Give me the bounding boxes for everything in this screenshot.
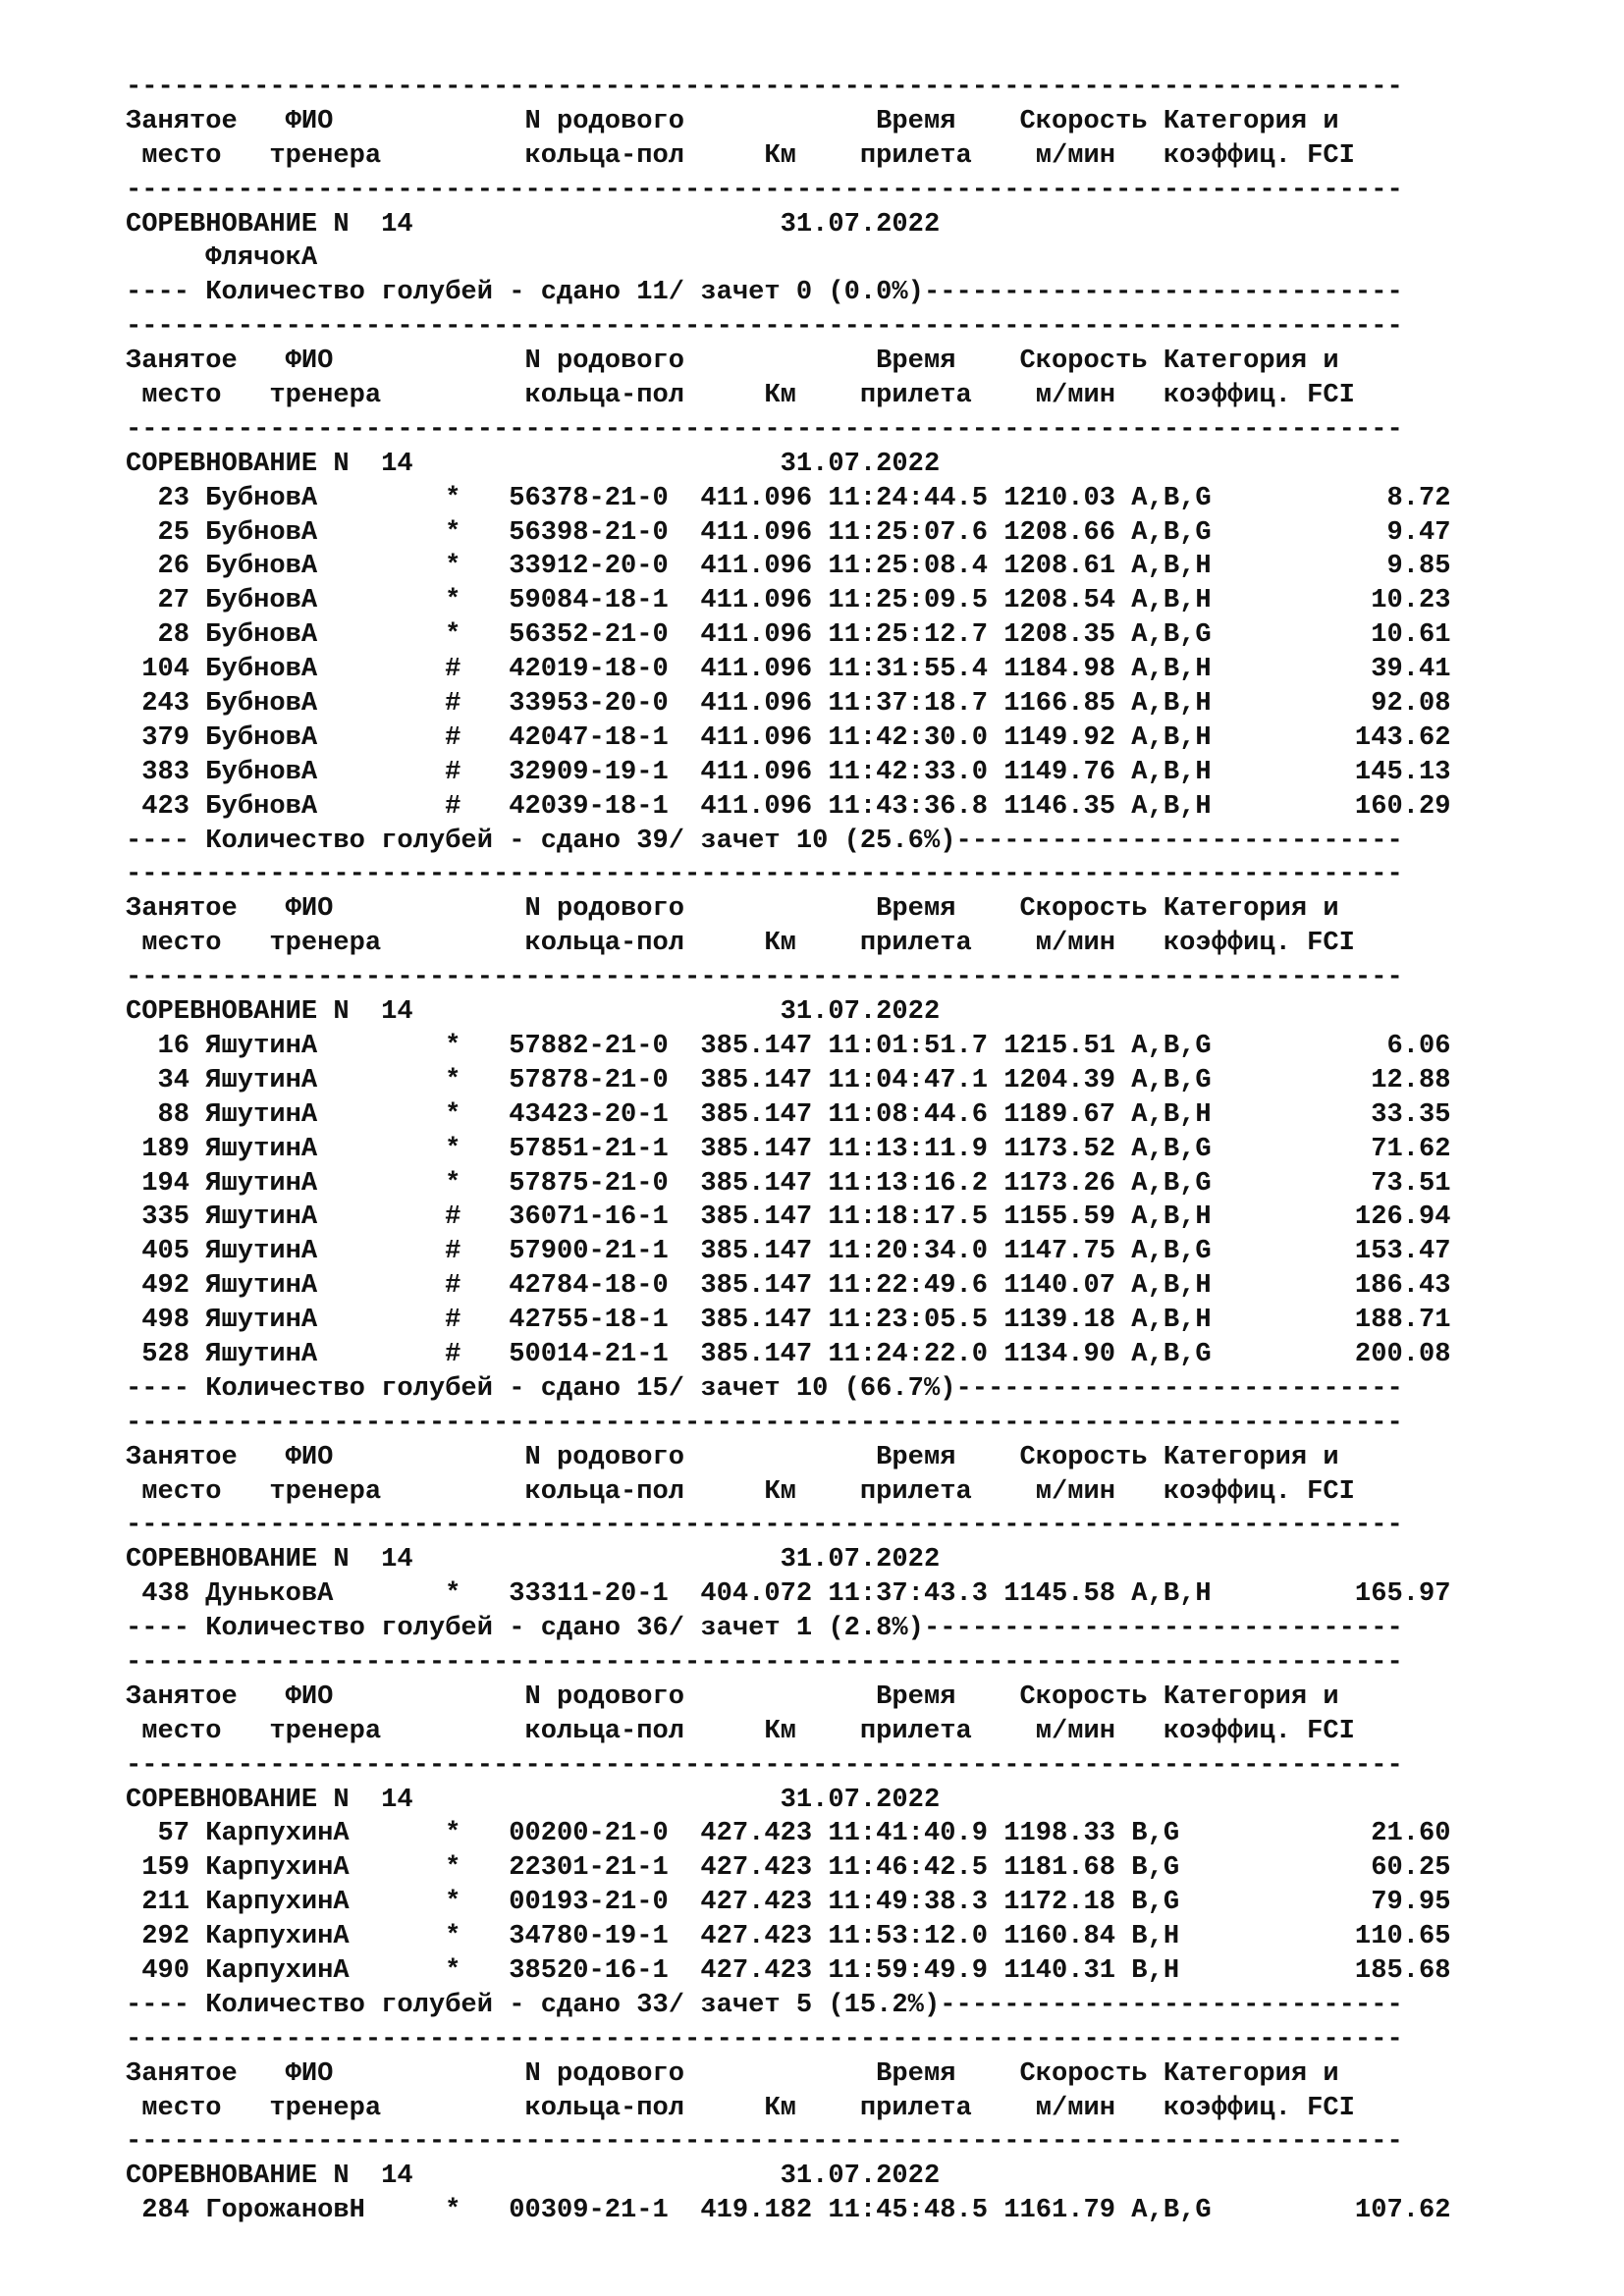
column-header-line-2: место тренера кольца-пол Км прилета м/мин коэффиц. FCI: [126, 1715, 1355, 1746]
rule-line: --------------------------------------------------------------------------------: [126, 962, 1403, 993]
column-header-line-2: место тренера кольца-пол Км прилета м/мин коэффиц. FCI: [126, 380, 1355, 411]
result-row: 490 КарпухинА * 38520-16-1 427.423 11:59:49.9 1140.31 B,H 185.68: [126, 1954, 1451, 1986]
competition-title: СОРЕВНОВАНИЕ N 14 31.07.2022: [126, 1784, 941, 1815]
result-row: 492 ЯшутинА # 42784-18-0 385.147 11:22:49.6 1140.07 A,B,H 186.43: [126, 1270, 1451, 1302]
result-row: 438 ДуньковА * 33311-20-1 404.072 11:37:43.3 1145.58 A,B,H 165.97: [126, 1578, 1451, 1610]
result-row: 194 ЯшутинА * 57875-21-0 385.147 11:13:16.2 1173.26 A,B,G 73.51: [126, 1167, 1451, 1199]
result-row: 383 БубновА # 32909-19-1 411.096 11:42:33.0 1149.76 A,B,H 145.13: [126, 756, 1451, 787]
result-row: 16 ЯшутинА * 57882-21-0 385.147 11:01:51.7 1215.51 A,B,G 6.06: [126, 1030, 1451, 1061]
race-results-report: [126, 71, 1451, 2228]
result-row: 211 КарпухинА * 00193-21-0 427.423 11:49:38.3 1172.18 B,G 79.95: [126, 1887, 1451, 1918]
column-header-line-2: место тренера кольца-пол Км прилета м/мин коэффиц. FCI: [126, 2092, 1355, 2123]
summary-line: ---- Количество голубей - сдано 36/ зачет 1 (2.8%)------------------------------: [126, 1613, 1403, 1644]
result-row: 25 БубновА * 56398-21-0 411.096 11:25:07.6 1208.66 A,B,G 9.47: [126, 516, 1451, 548]
rule-line: --------------------------------------------------------------------------------: [126, 413, 1403, 445]
result-row: 528 ЯшутинА # 50014-21-1 385.147 11:24:22.0 1134.90 A,B,G 200.08: [126, 1338, 1451, 1369]
summary-line: ---- Количество голубей - сдано 11/ зачет 0 (0.0%)------------------------------: [126, 277, 1403, 308]
result-row: 159 КарпухинА * 22301-21-1 427.423 11:46:42.5 1181.68 B,G 60.25: [126, 1852, 1451, 1884]
result-row: 498 ЯшутинА # 42755-18-1 385.147 11:23:05.5 1139.18 A,B,H 188.71: [126, 1305, 1451, 1336]
rule-line: --------------------------------------------------------------------------------: [126, 1510, 1403, 1541]
rule-line: --------------------------------------------------------------------------------: [126, 72, 1403, 102]
summary-line: ---- Количество голубей - сдано 15/ зачет 10 (66.7%)----------------------------: [126, 1372, 1403, 1404]
rule-line: --------------------------------------------------------------------------------: [126, 174, 1403, 205]
result-row: 27 БубновА * 59084-18-1 411.096 11:25:09.5 1208.54 A,B,H 10.23: [126, 585, 1451, 616]
competition-title: СОРЕВНОВАНИЕ N 14 31.07.2022: [126, 1544, 941, 1575]
column-header-line-2: место тренера кольца-пол Км прилета м/мин коэффиц. FCI: [126, 928, 1355, 959]
rule-line: --------------------------------------------------------------------------------: [126, 859, 1403, 890]
rule-line: --------------------------------------------------------------------------------: [126, 1407, 1403, 1438]
rule-line: --------------------------------------------------------------------------------: [126, 311, 1403, 343]
column-header-line-1: Занятое ФИО N родового Время Скорость Категория и: [126, 893, 1339, 925]
column-header-line-1: Занятое ФИО N родового Время Скорость Категория и: [126, 1681, 1339, 1712]
competition-title: СОРЕВНОВАНИЕ N 14 31.07.2022: [126, 208, 941, 240]
result-row: 423 БубновА # 42039-18-1 411.096 11:43:36.8 1146.35 A,B,H 160.29: [126, 790, 1451, 822]
column-header-line-1: Занятое ФИО N родового Время Скорость Категория и: [126, 105, 1339, 136]
result-row: 405 ЯшутинА # 57900-21-1 385.147 11:20:34.0 1147.75 A,B,G 153.47: [126, 1236, 1451, 1267]
result-row: 292 КарпухинА * 34780-19-1 427.423 11:53:12.0 1160.84 B,H 110.65: [126, 1921, 1451, 1952]
summary-line: ---- Количество голубей - сдано 39/ зачет 10 (25.6%)----------------------------: [126, 825, 1403, 856]
result-row: 189 ЯшутинА * 57851-21-1 385.147 11:13:11.9 1173.52 A,B,G 71.62: [126, 1133, 1451, 1164]
result-row: 335 ЯшутинА # 36071-16-1 385.147 11:18:17.5 1155.59 A,B,H 126.94: [126, 1201, 1451, 1233]
column-header-line-1: Занятое ФИО N родового Время Скорость Категория и: [126, 2057, 1339, 2089]
column-header-line-1: Занятое ФИО N родового Время Скорость Категория и: [126, 1441, 1339, 1472]
column-header-line-2: место тренера кольца-пол Км прилета м/мин коэффиц. FCI: [126, 1475, 1355, 1507]
rule-line: --------------------------------------------------------------------------------: [126, 2126, 1403, 2158]
result-row: 284 ГорожановН * 00309-21-1 419.182 11:45:48.5 1161.79 A,B,G 107.62: [126, 2195, 1451, 2226]
column-header-line-1: Занятое ФИО N родового Время Скорость Категория и: [126, 346, 1339, 377]
result-row: 88 ЯшутинА * 43423-20-1 385.147 11:08:44.6 1189.67 A,B,H 33.35: [126, 1098, 1451, 1130]
competition-title: СОРЕВНОВАНИЕ N 14 31.07.2022: [126, 996, 941, 1028]
column-header-line-2: место тренера кольца-пол Км прилета м/мин коэффиц. FCI: [126, 139, 1355, 171]
result-row: 28 БубновА * 56352-21-0 411.096 11:25:12.7 1208.35 A,B,G 10.61: [126, 619, 1451, 651]
result-row: 23 БубновА * 56378-21-0 411.096 11:24:44.5 1210.03 A,B,G 8.72: [126, 482, 1451, 513]
result-row: 57 КарпухинА * 00200-21-0 427.423 11:41:40.9 1198.33 B,G 21.60: [126, 1818, 1451, 1849]
summary-line: ---- Количество голубей - сдано 33/ зачет 5 (15.2%)-----------------------------: [126, 1989, 1403, 2020]
result-row: 34 ЯшутинА * 57878-21-0 385.147 11:04:47.1 1204.39 A,B,G 12.88: [126, 1064, 1451, 1095]
result-row: 379 БубновА # 42047-18-1 411.096 11:42:30.0 1149.92 A,B,H 143.62: [126, 721, 1451, 753]
competition-title: СОРЕВНОВАНИЕ N 14 31.07.2022: [126, 448, 941, 479]
result-row: 26 БубновА * 33912-20-0 411.096 11:25:08.4 1208.61 A,B,H 9.85: [126, 551, 1451, 582]
rule-line: --------------------------------------------------------------------------------: [126, 2023, 1403, 2055]
competition-title: СОРЕВНОВАНИЕ N 14 31.07.2022: [126, 2161, 941, 2192]
trainer-name: ФлячокА: [126, 242, 318, 274]
result-row: 104 БубновА # 42019-18-0 411.096 11:31:55.4 1184.98 A,B,H 39.41: [126, 654, 1451, 685]
result-row: 243 БубновА # 33953-20-0 411.096 11:37:18.7 1166.85 A,B,H 92.08: [126, 688, 1451, 720]
rule-line: --------------------------------------------------------------------------------: [126, 1646, 1403, 1678]
rule-line: --------------------------------------------------------------------------------: [126, 1749, 1403, 1781]
